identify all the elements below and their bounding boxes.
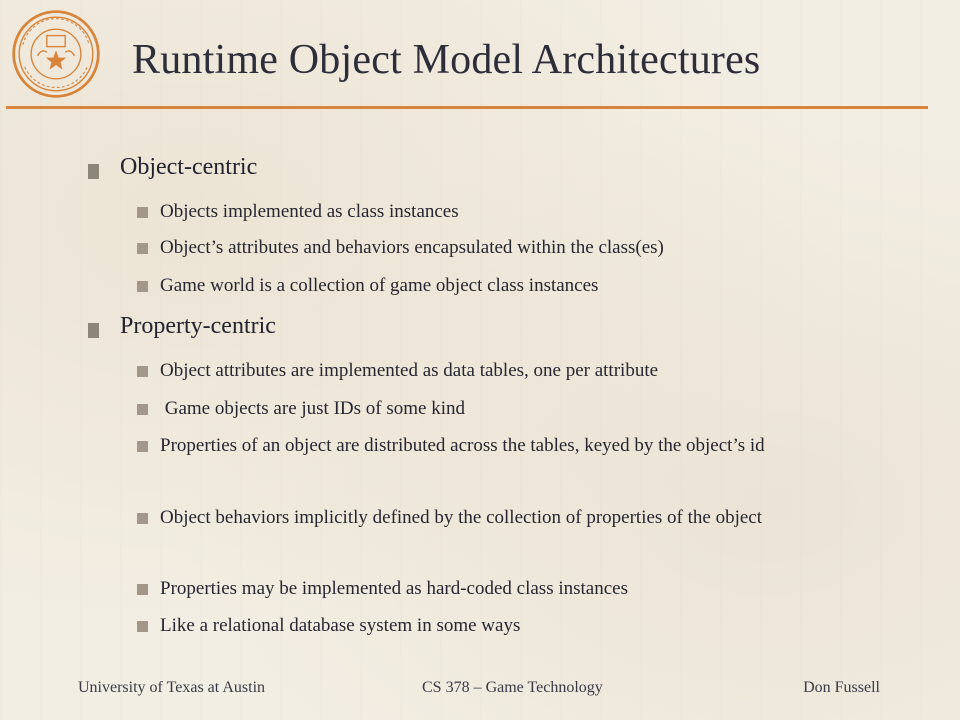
bullet-icon bbox=[137, 404, 148, 415]
bullet-icon bbox=[137, 366, 148, 377]
bullet-icon bbox=[137, 621, 148, 632]
section-bullet-icon bbox=[88, 164, 99, 179]
list-item: Object behaviors implicitly defined by the collection of properties of the object bbox=[160, 507, 763, 528]
bullet-icon bbox=[137, 441, 148, 452]
bullet-icon bbox=[137, 281, 148, 292]
bullet-icon bbox=[137, 584, 148, 595]
footer-author: Don Fussell bbox=[803, 679, 880, 696]
page-title: Runtime Object Model Architectures bbox=[132, 37, 761, 83]
bullet-icon bbox=[137, 243, 148, 254]
section-heading: Property-centric bbox=[120, 313, 276, 339]
section-heading: Object-centric bbox=[120, 154, 258, 180]
list-item: Object attributes are implemented as data tables, one per attribute bbox=[160, 360, 659, 381]
list-item: Game objects are just IDs of some kind bbox=[160, 398, 465, 419]
footer-institution: University of Texas at Austin bbox=[78, 679, 266, 696]
list-item: Object’s attributes and behaviors encapsulated within the class(es) bbox=[160, 237, 664, 258]
list-item: Like a relational database system in some ways bbox=[160, 615, 521, 636]
list-item: Properties may be implemented as hard-coded class instances bbox=[160, 578, 628, 599]
list-item: Game world is a collection of game object class instances bbox=[160, 275, 599, 296]
section-bullet-icon bbox=[88, 323, 99, 338]
list-item: Properties of an object are distributed across the tables, keyed by the object’s id bbox=[160, 435, 765, 456]
bullet-icon bbox=[137, 513, 148, 524]
list-item: Objects implemented as class instances bbox=[160, 201, 459, 222]
bullet-icon bbox=[137, 207, 148, 218]
footer-course: CS 378 – Game Technology bbox=[422, 679, 603, 696]
